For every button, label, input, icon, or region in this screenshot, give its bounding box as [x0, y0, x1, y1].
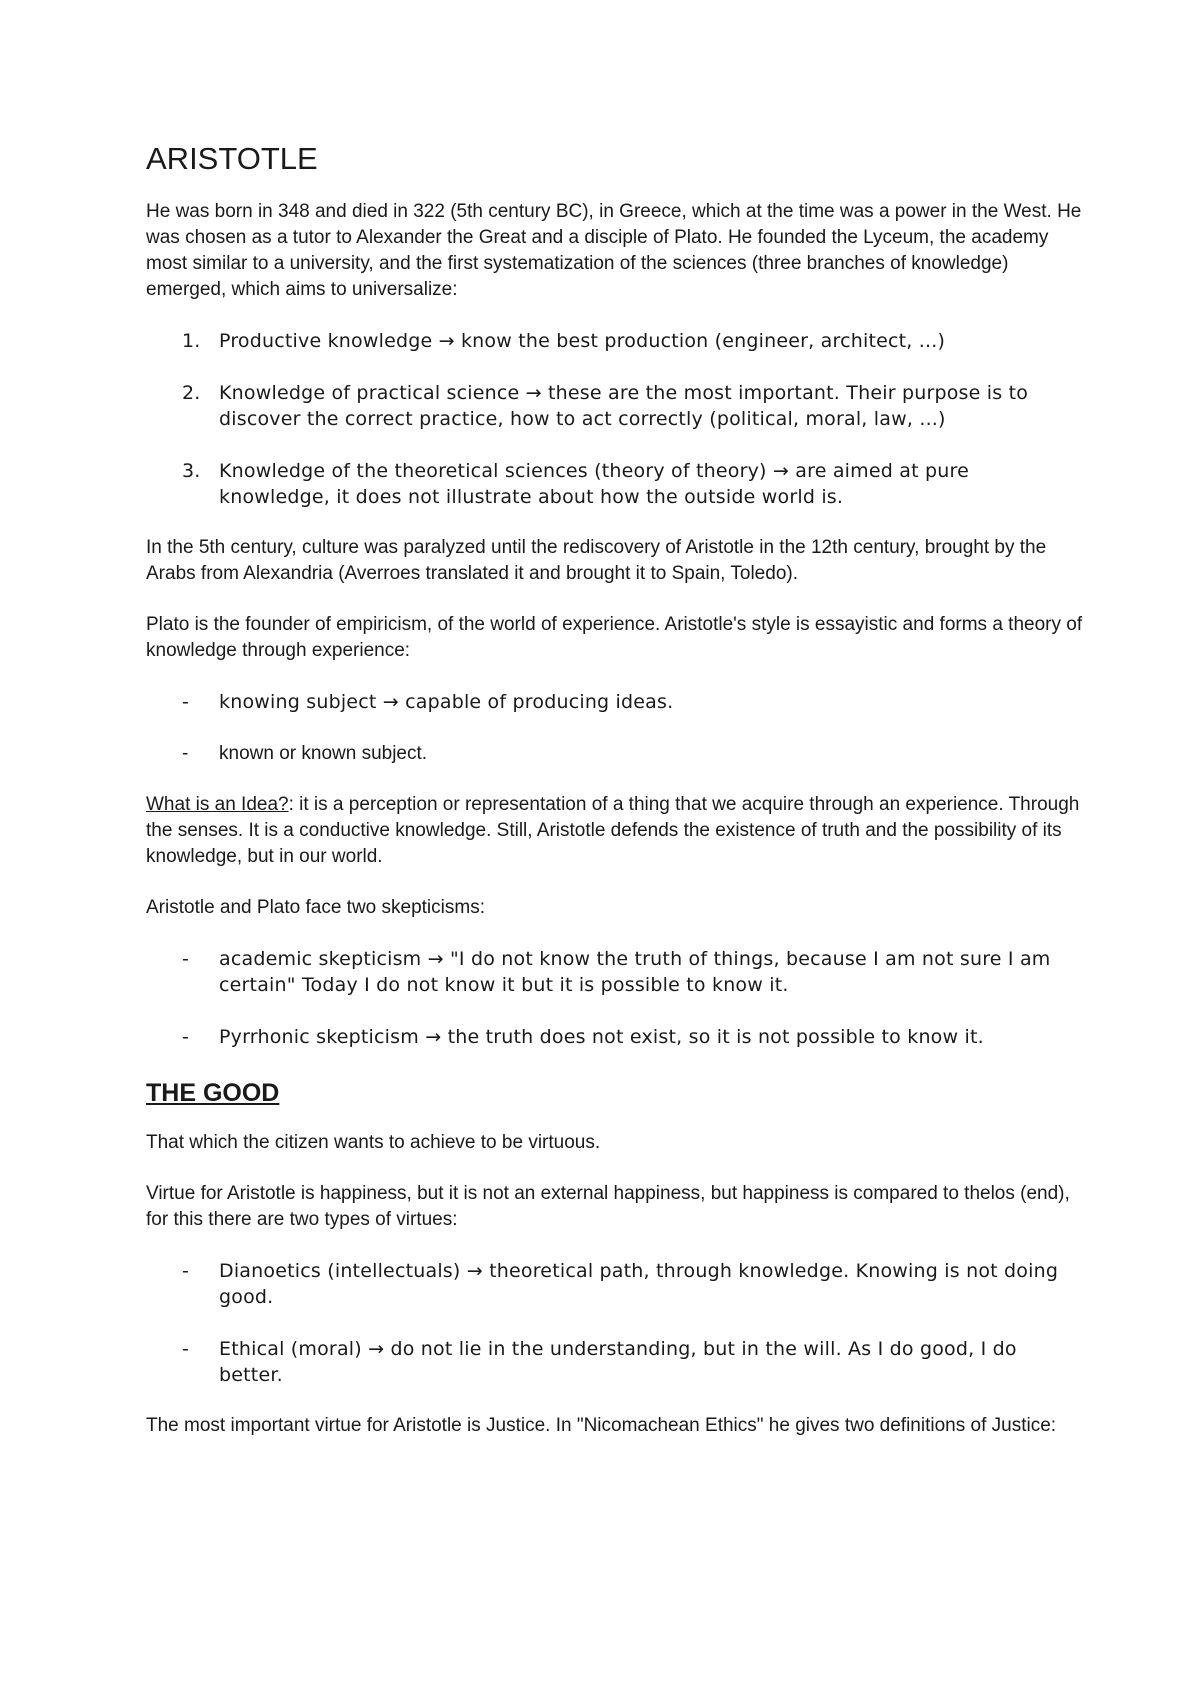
branches-list: [146, 328, 1086, 510]
list-marker: 1.: [182, 330, 201, 353]
list-marker: -: [182, 948, 190, 971]
list-item-text: academic skepticism → "I do not know the truth of things, because I am not sure I am certain" Today I do not know it but it is possible to know it.: [219, 948, 1051, 997]
list-marker: -: [182, 743, 189, 765]
list-item: [146, 328, 1086, 354]
document-page: [146, 140, 1086, 1464]
good-intro-paragraph: That which the citizen wants to achieve to be virtuous.: [146, 1132, 601, 1154]
list-marker: -: [182, 1260, 190, 1283]
section-heading-good: THE GOOD: [146, 1079, 280, 1108]
justice-paragraph: The most important virtue for Aristotle is Justice. In "Nicomachean Ethics" he gives two definitions of Justice:: [146, 1415, 1057, 1437]
list-item: [146, 741, 1086, 767]
list-item: [146, 1258, 1086, 1310]
list-item-text: Pyrrhonic skepticism → the truth does not exist, so it is not possible to know it.: [219, 1026, 984, 1049]
list-item: [146, 1336, 1086, 1388]
rediscovery-paragraph: In the 5th century, culture was paralyzed until the rediscovery of Aristotle in the 12th century, brought by the Arabs from Alexandria (Averroes translated it and brought it to Spain, Toledo).: [146, 537, 1047, 585]
list-item-text: knowing subject → capable of producing ideas.: [219, 691, 674, 714]
idea-paragraph: [146, 792, 1086, 870]
list-item: [146, 458, 1086, 510]
list-marker: 3.: [182, 460, 201, 483]
list-item-text: Dianoetics (intellectuals) → theoretical path, through knowledge. Knowing is not doing good.: [219, 1260, 1059, 1309]
list-item: [146, 689, 1086, 715]
list-item-text: known or known subject.: [219, 743, 428, 765]
virtues-list: [146, 1258, 1086, 1388]
list-marker: -: [182, 1338, 190, 1361]
list-item-text: Knowledge of practical science → these are the most important. Their purpose is to discover the correct practice, how to act correctly (political, moral, law, ...): [219, 382, 1029, 431]
idea-label: What is an Idea?: [146, 794, 289, 816]
list-item: [146, 946, 1086, 998]
list-item-text: Productive knowledge → know the best production (engineer, architect, ...): [219, 330, 946, 353]
skepticisms-paragraph: Aristotle and Plato face two skepticisms:: [146, 897, 485, 919]
list-marker: -: [182, 1026, 190, 1049]
intro-paragraph: He was born in 348 and died in 322 (5th century BC), in Greece, which at the time was a power in the West. He was chosen as a tutor to Alexander the Great and a disciple of Plato. He founded the Lyceum, the academy most similar to a university, and the first systematization of the sciences (three branches of knowledge) emerged, which aims to universalize:: [146, 201, 1082, 301]
virtue-paragraph: Virtue for Aristotle is happiness, but it is not an external happiness, but happiness is compared to thelos (end), for this there are two types of virtues:: [146, 1183, 1070, 1231]
list-marker: -: [182, 691, 190, 714]
list-item: [146, 380, 1086, 432]
list-marker: 2.: [182, 382, 201, 405]
empiricism-paragraph: Plato is the founder of empiricism, of the world of experience. Aristotle's style is essayistic and forms a theory of knowledge through experience:: [146, 614, 1083, 662]
page-title: ARISTOTLE: [146, 141, 318, 176]
list-item-text: Ethical (moral) → do not lie in the understanding, but in the will. As I do good, I do better.: [219, 1338, 1017, 1387]
idea-text: : it is a perception or representation of a thing that we acquire through an experience. Through the senses. It is a conductive knowledge. Still, Aristotle defends the existence of truth and the possibility of its knowledge, but in our world.: [146, 794, 1080, 868]
list-item: [146, 1024, 1086, 1050]
experience-list: [146, 689, 1086, 767]
list-item-text: Knowledge of the theoretical sciences (theory of theory) → are aimed at pure knowledge, it does not illustrate about how the outside world is.: [219, 460, 969, 509]
skepticisms-list: [146, 946, 1086, 1050]
